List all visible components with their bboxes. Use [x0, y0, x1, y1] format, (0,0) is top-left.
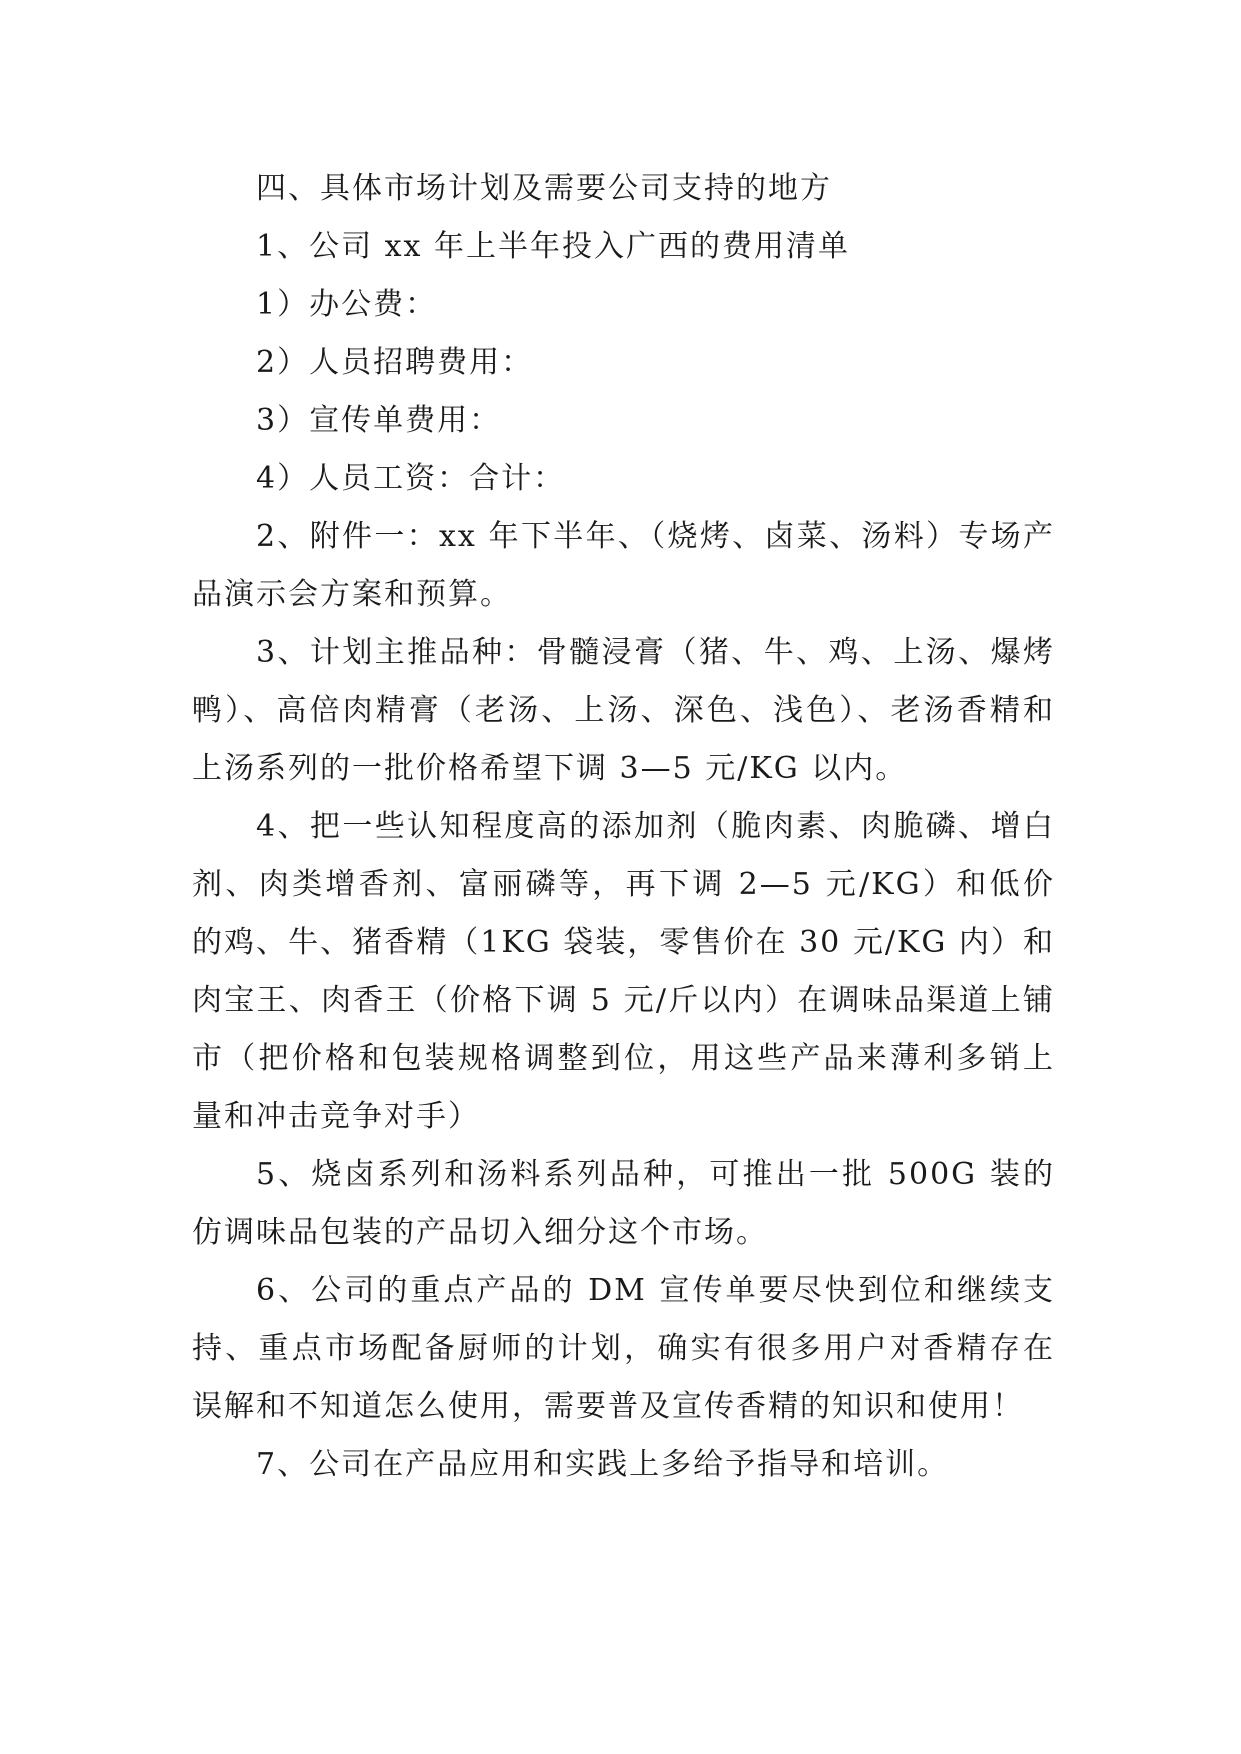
paragraph-packaging: 5、烧卤系列和汤料系列品种，可推出一批 500G 装的仿调味品包装的产品切入细分这个市场。: [192, 1157, 1055, 1250]
paragraph-attachment-one: 2、附件一：xx 年下半年、（烧烤、卤菜、汤料）专场产品演示会方案和预算。: [192, 519, 1055, 612]
paragraph-flyer-fee: 3）宣传单费用：: [256, 403, 502, 438]
paragraph-additives: 4、把一些认知程度高的添加剂（脆肉素、肉脆磷、增白剂、肉类增香剂、富丽磷等，再下调 2—5 元/KG）和低价的鸡、牛、猪香精（1KG 袋装，零售价在 30 元/KG 内）和肉宝王、肉香王（价格下调 5 元/斤以内）在调味品渠道上铺市（把价格和包装规格调整到位，用这些产品来薄利多销上量和冲击竞争对手）: [192, 809, 1055, 1134]
paragraph-salary-total: 4）人员工资：合计：: [256, 461, 566, 496]
paragraph-dm-flyers: 6、公司的重点产品的 DM 宣传单要尽快到位和继续支持、重点市场配备厨师的计划，确实有很多用户对香精存在误解和不知道怎么使用，需要普及宣传香精的知识和使用！: [192, 1273, 1055, 1424]
paragraph-recruitment-fee: 2）人员招聘费用：: [256, 345, 534, 380]
paragraph-expense-list-title: 1、公司 xx 年上半年投入广西的费用清单: [256, 229, 850, 264]
paragraph-office-fee: 1）办公费：: [256, 287, 438, 322]
section-heading: 四、具体市场计划及需要公司支持的地方: [256, 171, 832, 206]
document-body: [192, 160, 1055, 1494]
paragraph-training: 7、公司在产品应用和实践上多给予指导和培训。: [256, 1447, 950, 1482]
paragraph-main-products: 3、计划主推品种：骨髓浸膏（猪、牛、鸡、上汤、爆烤鸭）、高倍肉精膏（老汤、上汤、深色、浅色）、老汤香精和上汤系列的一批价格希望下调 3—5 元/KG 以内。: [192, 635, 1055, 786]
